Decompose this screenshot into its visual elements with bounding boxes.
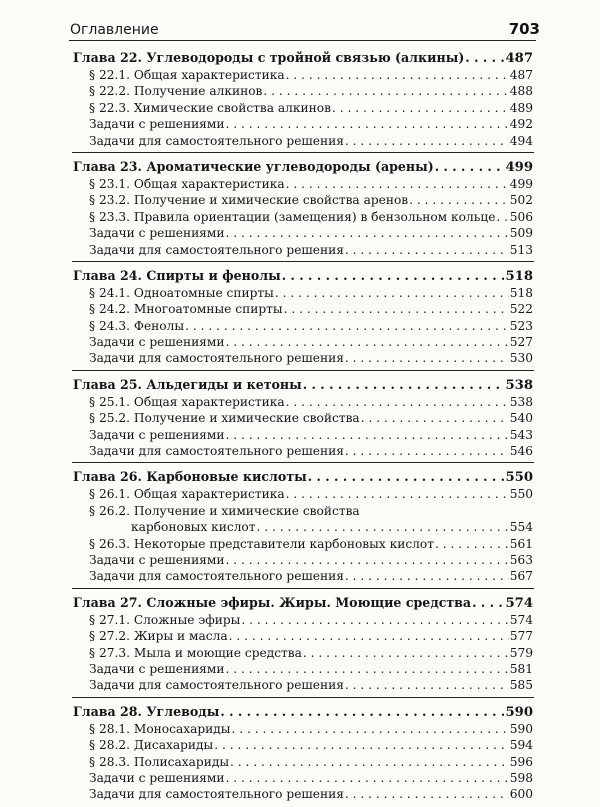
toc-entry-page: 506 — [509, 209, 533, 224]
toc-entry-text: § 28.2. Дисахариды — [89, 738, 214, 753]
toc-entry-page: 488 — [509, 84, 533, 99]
toc-entry-text: § 27.1. Сложные эфиры — [89, 612, 241, 627]
toc-entry[interactable] — [73, 209, 533, 225]
toc-entry-page: 600 — [509, 787, 533, 802]
chapter-heading[interactable] — [73, 467, 533, 486]
chapter-heading-page: 574 — [505, 595, 533, 611]
toc-entry-continuation[interactable] — [73, 519, 533, 535]
chapter-heading-page: 538 — [505, 377, 533, 393]
toc-entry-text: Задачи для самостоятельного решения — [89, 444, 344, 459]
toc-entry-page: 563 — [509, 552, 533, 567]
toc-entry-text: Задачи для самостоятельного решения — [89, 351, 344, 366]
toc-entry-text: Задачи для самостоятельного решения — [89, 678, 344, 693]
dot-leader — [303, 375, 505, 394]
toc-entry[interactable] — [73, 285, 533, 301]
toc-entry-text: § 27.2. Жиры и масла — [89, 629, 228, 644]
chapter-heading-text: Глава 23. Ароматические углеводороды (арены) — [73, 158, 434, 174]
toc-entry-text: Задачи с решениями — [89, 770, 225, 785]
toc-entry[interactable] — [73, 612, 533, 628]
chapter-heading[interactable] — [73, 157, 533, 176]
chapter-divider — [72, 588, 534, 589]
chapter-block — [73, 266, 533, 371]
dot-leader — [332, 100, 509, 116]
toc-entry-page: 494 — [509, 133, 533, 148]
dot-leader — [286, 486, 509, 502]
dot-leader — [286, 67, 509, 83]
toc-entry[interactable] — [73, 427, 533, 443]
toc-entry[interactable] — [73, 661, 533, 677]
dot-leader — [225, 770, 508, 786]
toc-entry-text: § 28.1. Моносахариды — [89, 721, 231, 736]
chapter-heading-page: 499 — [505, 159, 533, 175]
toc-entry-page: 598 — [509, 770, 533, 785]
dot-leader — [225, 225, 508, 241]
toc-entry[interactable] — [73, 677, 533, 693]
dot-leader — [303, 645, 509, 661]
dot-leader — [345, 568, 509, 584]
chapter-block — [73, 157, 533, 262]
toc-entry[interactable] — [73, 721, 533, 737]
dot-leader — [185, 318, 509, 334]
toc-entry-text: § 28.3. Полисахариды — [89, 754, 230, 769]
toc-entry-continuation-text: карбоновых кислот — [131, 520, 256, 535]
toc-entry-page: 596 — [509, 754, 533, 769]
toc-entry-text: § 22.3. Химические свойства алкинов — [89, 100, 331, 115]
toc-entry-page: 522 — [509, 302, 533, 317]
dot-leader — [286, 176, 509, 192]
toc-entry-text: § 24.1. Одноатомные спирты — [89, 285, 274, 300]
dot-leader — [257, 519, 509, 535]
dot-leader — [345, 350, 509, 366]
dot-leader — [229, 628, 509, 644]
dot-leader — [275, 285, 509, 301]
toc-entry[interactable] — [73, 503, 533, 519]
chapter-heading-text: Глава 26. Карбоновые кислоты — [73, 469, 307, 485]
toc-entry-page: 527 — [509, 335, 533, 350]
toc-entry[interactable] — [73, 754, 533, 770]
chapter-heading[interactable] — [73, 702, 533, 721]
toc-entry-page: 581 — [509, 661, 533, 676]
dot-leader — [345, 133, 509, 149]
toc-entry[interactable] — [73, 67, 533, 83]
chapter-heading[interactable] — [73, 593, 533, 612]
chapter-divider — [72, 697, 534, 698]
toc-entry[interactable] — [73, 176, 533, 192]
toc-entry-text: § 26.1. Общая характеристика — [89, 487, 285, 502]
toc-entry-page: 577 — [509, 629, 533, 644]
chapter-heading-page: 590 — [505, 704, 533, 720]
chapter-heading-text: Глава 28. Углеводы — [73, 703, 220, 719]
chapter-divider — [72, 370, 534, 371]
page-number: 703 — [508, 20, 540, 38]
dot-leader — [263, 83, 508, 99]
chapter-block — [73, 48, 533, 153]
dot-leader — [214, 737, 508, 753]
toc-entry-page: 489 — [509, 100, 533, 115]
chapter-heading[interactable] — [73, 266, 533, 285]
toc-entry-page: 523 — [509, 318, 533, 333]
toc-entry-page: 538 — [509, 394, 533, 409]
toc-entry[interactable] — [73, 628, 533, 644]
toc-entry[interactable] — [73, 100, 533, 116]
toc-entry-text: Задачи для самостоятельного решения — [89, 787, 344, 802]
toc-entry-page: 513 — [509, 242, 533, 257]
chapter-heading-page: 487 — [505, 51, 533, 66]
running-header — [70, 12, 540, 38]
chapter-heading[interactable] — [73, 48, 533, 67]
toc-entry[interactable] — [73, 83, 533, 99]
toc-entry[interactable] — [73, 225, 533, 241]
dot-leader — [230, 754, 509, 770]
toc-entry-text: § 24.2. Многоатомные спирты — [89, 302, 283, 317]
chapter-block — [73, 593, 533, 698]
toc-entry-text: Задачи с решениями — [89, 117, 225, 132]
toc-entry-text: § 23.3. Правила ориентации (замещения) в бензольном кольце — [89, 209, 496, 224]
toc-entry[interactable] — [73, 645, 533, 661]
chapter-heading-page: 518 — [505, 268, 533, 284]
dot-leader — [345, 242, 509, 258]
dot-leader — [435, 536, 509, 552]
toc-entry-text: § 24.3. Фенолы — [89, 318, 185, 333]
toc-entry[interactable] — [73, 301, 533, 317]
chapter-block — [73, 702, 533, 803]
dot-leader — [345, 443, 509, 459]
chapter-block — [73, 467, 533, 588]
toc-entry-text: Задачи для самостоятельного решения — [89, 242, 344, 257]
toc-entry-page: 594 — [509, 738, 533, 753]
toc-entry-page: 509 — [509, 226, 533, 241]
dot-leader — [225, 116, 508, 132]
toc-entry-page: 561 — [509, 536, 533, 551]
toc-entry-text: Задачи для самостоятельного решения — [89, 569, 344, 584]
dot-leader — [472, 593, 504, 612]
toc-entry[interactable] — [73, 192, 533, 208]
dot-leader — [465, 48, 504, 67]
toc-entry-continuation-page: 554 — [509, 520, 533, 535]
dot-leader — [225, 552, 508, 568]
running-header-title: Оглавление — [70, 22, 159, 38]
chapter-divider — [72, 261, 534, 262]
toc-entry-page: 487 — [509, 68, 533, 82]
toc-entry-text: § 27.3. Мыла и моющие средства — [89, 645, 302, 660]
dot-leader — [496, 209, 508, 225]
dot-leader — [225, 427, 508, 443]
toc-entry[interactable] — [73, 737, 533, 753]
toc-entry[interactable] — [73, 786, 533, 802]
toc-entry-text: § 23.1. Общая характеристика — [89, 176, 285, 191]
chapter-heading-page: 550 — [505, 470, 533, 486]
dot-leader — [225, 661, 508, 677]
dot-leader — [232, 721, 509, 737]
toc-entry-page: 579 — [509, 645, 533, 660]
chapter-heading-text: Глава 22. Углеводороды с тройной связью (алкины) — [73, 50, 465, 65]
toc-entry[interactable] — [73, 318, 533, 334]
toc-entry[interactable] — [73, 486, 533, 502]
toc-entry[interactable] — [73, 410, 533, 426]
toc-entry-page: 590 — [509, 721, 533, 736]
chapter-divider — [72, 152, 534, 153]
toc-entry-page: 546 — [509, 444, 533, 459]
toc-entry[interactable] — [73, 536, 533, 552]
toc-entry-text: Задачи для самостоятельного решения — [89, 133, 344, 148]
toc-entry[interactable] — [73, 116, 533, 132]
dot-leader — [220, 702, 504, 721]
toc-entry-page: 585 — [509, 678, 533, 693]
toc-entry-text: Задачи с решениями — [89, 661, 225, 676]
dot-leader — [282, 266, 505, 285]
dot-leader — [308, 467, 505, 486]
table-of-contents — [73, 48, 533, 807]
toc-entry-page: 543 — [509, 427, 533, 442]
chapter-heading-text: Глава 25. Альдегиды и кетоны — [73, 376, 302, 392]
chapter-heading-text: Глава 27. Сложные эфиры. Жиры. Моющие средства — [73, 594, 472, 610]
chapter-divider — [72, 462, 534, 463]
toc-entry-page: 567 — [509, 569, 533, 584]
toc-entry-text: § 25.1. Общая характеристика — [89, 394, 285, 409]
dot-leader — [409, 192, 509, 208]
chapter-heading[interactable] — [73, 375, 533, 394]
dot-leader — [241, 612, 508, 628]
toc-entry-text: Задачи с решениями — [89, 335, 225, 350]
toc-entry-page: 502 — [509, 193, 533, 208]
toc-entry[interactable] — [73, 568, 533, 584]
chapter-block — [73, 375, 533, 464]
dot-leader — [225, 334, 508, 350]
toc-entry-text: § 22.2. Получение алкинов — [89, 84, 263, 99]
toc-entry-page: 530 — [509, 351, 533, 366]
dot-leader — [345, 786, 509, 802]
toc-entry-page: 499 — [509, 176, 533, 191]
header-rule — [69, 40, 536, 41]
toc-entry-text: § 26.3. Некоторые представители карбоновых кислот — [89, 536, 434, 551]
toc-entry-page: 518 — [509, 285, 533, 300]
dot-leader — [361, 410, 509, 426]
toc-entry-text: § 22.1. Общая характеристика — [89, 68, 285, 82]
toc-entry-page: 550 — [509, 487, 533, 502]
toc-entry-text: § 26.2. Получение и химические свойства — [89, 503, 360, 518]
toc-entry-text: Задачи с решениями — [89, 427, 225, 442]
toc-entry-text: Задачи с решениями — [89, 226, 225, 241]
toc-entry[interactable] — [73, 770, 533, 786]
dot-leader — [284, 301, 509, 317]
toc-entry-text: § 25.2. Получение и химические свойства — [89, 411, 360, 426]
toc-entry[interactable] — [73, 242, 533, 258]
dot-leader — [345, 677, 509, 693]
toc-entry-text: Задачи с решениями — [89, 552, 225, 567]
toc-entry[interactable] — [73, 443, 533, 459]
toc-entry-page: 492 — [509, 117, 533, 132]
toc-entry[interactable] — [73, 394, 533, 410]
chapter-heading-text: Глава 24. Спирты и фенолы — [73, 267, 281, 283]
toc-entry[interactable] — [73, 133, 533, 149]
dot-leader — [286, 394, 509, 410]
toc-entry-page: 540 — [509, 411, 533, 426]
toc-entry[interactable] — [73, 334, 533, 350]
dot-leader — [435, 157, 505, 176]
toc-entry-text: § 23.2. Получение и химические свойства аренов — [89, 193, 409, 208]
toc-entry[interactable] — [73, 552, 533, 568]
toc-entry[interactable] — [73, 350, 533, 366]
toc-entry-page: 574 — [509, 612, 533, 627]
